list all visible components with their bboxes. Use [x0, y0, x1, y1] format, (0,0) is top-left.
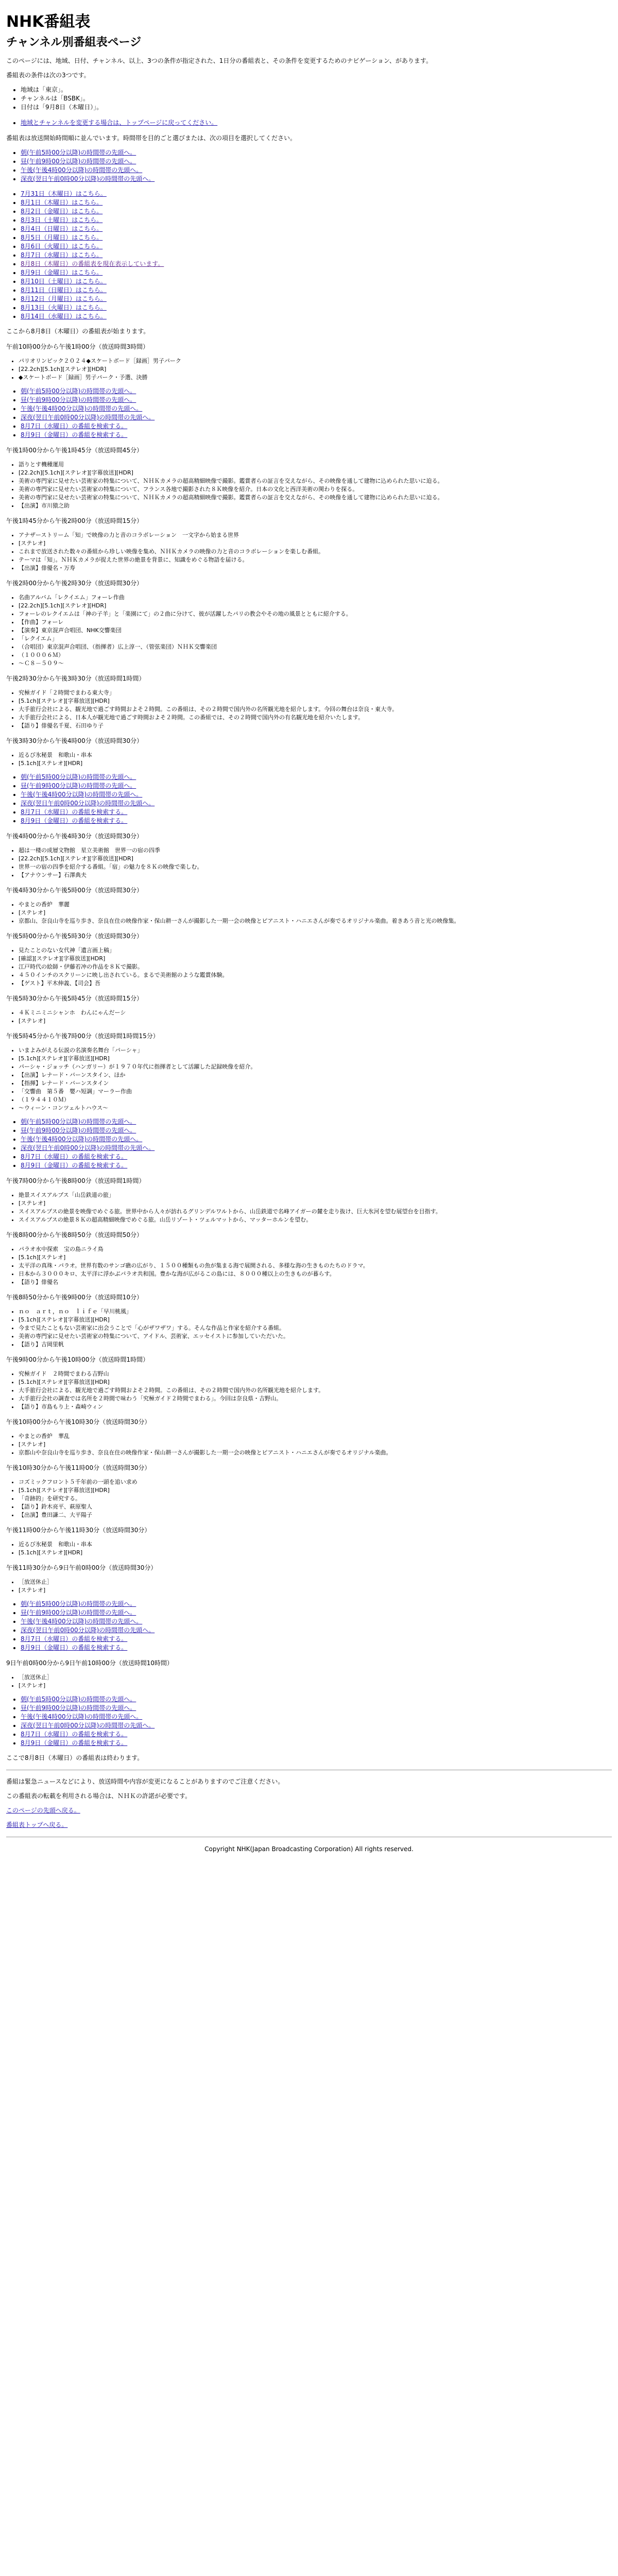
program-line: • 【指揮】レナード・バーンスタイン — [19, 1079, 612, 1088]
time-nav-link[interactable]: 昼(午前9時00分以降)の時間帯の先頭へ。 — [21, 1704, 136, 1711]
program-line: • ４５０インチのスクリーンに映し出されている。まるで美術館のような鑑賞体験。 — [19, 971, 612, 979]
footer-note-1: 番組は緊急ニュースなどにより、放送時間や内容が変更になることがありますのでご注意ください。 — [6, 1778, 284, 1785]
program-line: • ～Ｃ８－５０９～ — [19, 659, 612, 668]
program-line: • [5.1ch][ステレオ][字幕放送][HDR] — [19, 1055, 612, 1063]
date-nav-link[interactable]: 8月10日（土曜日）はこちら。 — [21, 278, 107, 285]
program-time: 午後11時00分から午後11時30分（放送時間30分） — [6, 1527, 151, 1534]
program-line: • 見たことのない女代神「遺言画上稿」 — [19, 946, 612, 955]
date-nav-link[interactable]: 8月9日（金曜日）はこちら。 — [21, 269, 103, 276]
program-line: • 美術の専門家に見せたい芸術家の特集について、アイドル、芸術家、エッセイストに参加していただいた。 — [19, 1332, 612, 1341]
program-line: • [ステレオ] — [19, 1440, 612, 1449]
program-item — [6, 1564, 612, 1652]
program-details — [6, 689, 612, 730]
program-line: • [5.1ch][ステレオ][HDR] — [19, 1549, 612, 1557]
program-line: • いまよみがえる伝説の名演奏名舞台「パーシャ」 — [19, 1046, 612, 1055]
program-line: • [ステレオ] — [19, 909, 612, 917]
condition-date: • 日付は「9月8日（木曜日）」。 — [21, 103, 612, 112]
program-line: • 【演奏】東京混声合唱団、NHK交響楽団 — [19, 626, 612, 635]
program-line: • 語りとす機種運用 — [19, 461, 612, 469]
program-line: • テーマは「知」。ＮＨＫカメラが捉えた世界の絶景を背景に、知識をめぐる物語を届ける。 — [19, 556, 612, 564]
program-item — [6, 343, 612, 439]
footer-note-2: この番組表の転載を利用される場合は、ＮＨＫの許諾が必要です。 — [6, 1792, 192, 1800]
date-nav-link[interactable]: 8月12日（月曜日）はこちら。 — [21, 295, 107, 302]
time-nav-link[interactable]: 朝(午前5時00分以降)の時間帯の先頭へ。 — [21, 1600, 136, 1607]
program-line: • ～ウィーン・コンツェルトハウス～ — [19, 1104, 612, 1112]
program-line: • 超は一楼の成層文物館 星立美術館 世界一の宿の四季 — [19, 846, 612, 855]
program-details — [6, 901, 612, 925]
program-line: • [5.1ch][ステレオ][字幕放送][HDR] — [19, 1378, 612, 1386]
time-nav-link[interactable]: 午後(午後4時00分以降)の時間帯の先頭へ。 — [21, 1618, 143, 1625]
program-line: • アナザーストリーム「知」で映像の力と音のコラボレーション 一文字から始まる世界 — [19, 531, 612, 539]
program-line: • 美術の専門家に見せたい芸術家の特集について、ＮＨＫカメラの超高精細映像で撮影。鑑賞者らの証言を交えながら、その映像を通して建物に込められた思いに迫る。 — [19, 494, 612, 502]
list-start: ここから8月8日（木曜日）の番組表が始まります。 — [6, 328, 150, 335]
time-nav-link[interactable]: 午後(午後4時00分以降)の時間帯の先頭へ。 — [21, 1713, 143, 1720]
program-line: • [22.2ch][5.1ch][ステレオ][字幕放送][HDR] — [19, 855, 612, 863]
program-line: • 「交響曲 第５番 嬰ハ短調」マーラー作曲 — [19, 1088, 612, 1096]
time-nav-link[interactable]: 深夜(翌日午前0時00分以降)の時間帯の先頭へ。 — [21, 1722, 155, 1729]
program-line: • 【語り】俳優名千夏、石田ゆり子 — [19, 722, 612, 730]
program-time: 午後10時00分から午後10時30分（放送時間30分） — [6, 1418, 151, 1426]
program-line: • [5.1ch][ステレオ][HDR] — [19, 759, 612, 768]
time-nav-morning[interactable]: 朝(午前5時00分以降)の時間帯の先頭へ。 — [21, 149, 136, 156]
program-line: • フォーレのレクイエムは「神の子羊」と「楽園にて」の２曲に分けて、彼が活躍したパリの教会やその地の風景とともに紹介する。 — [19, 610, 612, 618]
program-details — [6, 1046, 612, 1112]
day-nav-link[interactable]: 8月9日（金曜日）の番組を検索する。 — [21, 817, 128, 824]
back-to-index-link[interactable]: 番組表トップへ戻る。 — [6, 1821, 68, 1828]
program-line: • ［放送休止］ — [19, 1578, 612, 1586]
time-nav-link[interactable]: 朝(午前5時00分以降)の時間帯の先頭へ。 — [21, 773, 136, 781]
list-end: ここで8月8日（木曜日）の番組表は終わります。 — [6, 1754, 144, 1761]
program-time: 9日午前0時00分から9日午前10時00分（放送時間10時間） — [6, 1659, 173, 1667]
program-line: • 今まで見たこともない芸術家に出会うことで「心がザワザワ」する。そんな作品と作家を紹介する番組。 — [19, 1324, 612, 1332]
program-line: • [5.1ch][ステレオ] — [19, 1253, 612, 1262]
program-line: • [5.1ch][ステレオ][字幕放送][HDR] — [19, 697, 612, 705]
program-time: 午後8時50分から午後9時00分（放送時間10分） — [6, 1294, 143, 1301]
day-nav-link[interactable]: 8月9日（金曜日）の番組を検索する。 — [21, 1162, 128, 1169]
date-nav — [6, 190, 612, 321]
day-nav-link[interactable]: 8月7日（水曜日）の番組を検索する。 — [21, 422, 128, 430]
program-time: 午後5時45分から午後7時00分（放送時間1時間15分） — [6, 1032, 159, 1040]
time-nav-link[interactable]: 深夜(翌日午前0時00分以降)の時間帯の先頭へ。 — [21, 800, 155, 807]
time-nav-afternoon[interactable]: 午後(午後4時00分以降)の時間帯の先頭へ。 — [21, 166, 143, 174]
copyright: Copyright NHK(Japan Broadcasting Corporation) All rights reserved. — [204, 1845, 414, 1853]
day-nav-link[interactable]: 8月9日（金曜日）の番組を検索する。 — [21, 431, 128, 438]
program-line: • 究極ガイド ２時間でまわる吉野山 — [19, 1370, 612, 1378]
program-line: • 太平洋の真珠・パラオ。世界有数のサンゴ礁の広がり、１５００種類もの魚が集まる海で展開される、多様な海の生きものたちのドラマ。 — [19, 1262, 612, 1270]
day-nav-link[interactable]: 8月7日（水曜日）の番組を検索する。 — [21, 1153, 128, 1160]
program-details — [6, 1540, 612, 1557]
time-nav-link[interactable]: 昼(午前9時00分以降)の時間帯の先頭へ。 — [21, 396, 136, 403]
program-line: • 【語り】鈴木亮平、萩原聖人 — [19, 1503, 612, 1511]
program-details — [6, 1308, 612, 1349]
program-item — [6, 832, 612, 879]
condition-channel: • チャンネルは「BSBK」。 — [21, 94, 612, 103]
time-nav-link[interactable]: 午後(午後4時00分以降)の時間帯の先頭へ。 — [21, 1136, 143, 1143]
program-time: 午後5時30分から午後5時45分（放送時間15分） — [6, 995, 143, 1002]
program-time: 午後8時00分から午後8時50分（放送時間50分） — [6, 1231, 143, 1239]
program-line: • 大手旅行会社による、日本人が観光地で過ごす時間およそ２時間。この番組では、その２時間で国内外の有名観光地を紹介いたします。 — [19, 714, 612, 722]
section-nav — [6, 1600, 612, 1652]
program-time: 午後2時00分から午後2時30分（放送時間30分） — [6, 580, 143, 587]
conditions-heading: 番組表の条件は次の3つです。 — [6, 72, 90, 79]
program-item — [6, 932, 612, 988]
program-item — [6, 1293, 612, 1349]
day-nav-link[interactable]: 8月9日（金曜日）の番組を検索する。 — [21, 1739, 128, 1747]
program-line: • パーシャ・ジョッチ（ハンガリー）が１９７０年代に指揮者として活躍した記録映像を紹介。 — [19, 1063, 612, 1071]
date-nav-link[interactable]: 8月7日（水曜日）はこちら。 — [21, 251, 103, 259]
program-line: • 【語り】吉岡里帆 — [19, 1341, 612, 1349]
date-nav-link[interactable]: 8月5日（月曜日）はこちら。 — [21, 234, 103, 241]
time-nav-link[interactable]: 深夜(翌日午前0時00分以降)の時間帯の先頭へ。 — [21, 1626, 155, 1634]
program-line: • 【語り】俳優名 — [19, 1278, 612, 1286]
condition-region: • 地域は「東京」。 — [21, 86, 612, 94]
program-line: • 京都山や奈良山寺を巡り歩き、奈良在住の映像作家・保山耕一さんが撮影した一期一会の映像とピアニスト・ハニエさんが奏でるオリジナル楽曲。 — [19, 1449, 612, 1457]
program-item — [6, 737, 612, 825]
program-item — [6, 1177, 612, 1224]
program-details — [6, 1478, 612, 1519]
date-nav-link[interactable]: 8月13日（火曜日）はこちら。 — [21, 304, 107, 311]
program-line: • 「レクイエム」 — [19, 635, 612, 643]
back-to-top-link[interactable]: このページの先頭へ戻る。 — [6, 1807, 80, 1814]
time-nav-link[interactable]: 昼(午前9時00分以降)の時間帯の先頭へ。 — [21, 782, 136, 789]
program-line: • [ステレオ] — [19, 1017, 612, 1025]
program-line: • 「奇跡的」を研究する。 — [19, 1495, 612, 1503]
program-time: 午後1時45分から午後2時00分（放送時間15分） — [6, 517, 143, 524]
program-line: • 近るび氷秘景 和歌山・串本 — [19, 751, 612, 759]
program-line: • （１０００６Ｍ） — [19, 651, 612, 659]
program-details — [6, 1009, 612, 1025]
program-line: • 【出演】俳優名・万寿 — [19, 564, 612, 572]
program-line: • これまで放送された数々の番組から珍しい映像を集め、ＮＨＫカメラの映像の力と音のコラボレーションを楽しむ番組。 — [19, 548, 612, 556]
program-line: • パリオリンピック２０２４◆スケートボード［録画］男子パーク — [19, 357, 612, 365]
program-item — [6, 994, 612, 1025]
day-nav-link[interactable]: 8月7日（水曜日）の番組を検索する。 — [21, 1731, 128, 1738]
time-nav-daytime[interactable]: 昼(午前9時00分以降)の時間帯の先頭へ。 — [21, 158, 136, 165]
program-line: • [ステレオ] — [19, 1682, 612, 1690]
program-item — [6, 1355, 612, 1411]
time-nav-link[interactable]: 朝(午前5時00分以降)の時間帯の先頭へ。 — [21, 1696, 136, 1703]
program-line: • [22.2ch][5.1ch][ステレオ][字幕放送][HDR] — [19, 469, 612, 477]
program-line: • [22.2ch][5.1ch][ステレオ][HDR] — [19, 602, 612, 610]
program-details — [6, 1578, 612, 1595]
nav-heading: 番組表は放送開始時間順に並んでいます。時間帯を目的ごと選びまたは、次の項目を選択してください。 — [6, 134, 297, 142]
program-time: 午後4時00分から午後4時30分（放送時間30分） — [6, 833, 143, 840]
program-line: • スイスアルプスの絶景８Ｋの超高精細映像でめぐる旅。山岳リゾート・ツェルマットから、マッターホルンを望む。 — [19, 1216, 612, 1224]
date-nav-link[interactable]: 8月14日（水曜日）はこちら。 — [21, 313, 107, 320]
program-time: 午後9時00分から午後10時00分（放送時間1時間） — [6, 1356, 149, 1363]
program-line: • 【作曲】フォーレ — [19, 618, 612, 626]
program-details — [6, 1432, 612, 1457]
date-nav-link[interactable]: 8月6日（火曜日）はこちら。 — [21, 243, 103, 250]
program-details — [6, 1245, 612, 1286]
time-nav-latenight[interactable]: 深夜(翌日午前0時00分以降)の時間帯の先頭へ。 — [21, 175, 155, 182]
program-line: • 美術の専門家に見せたい芸術家の特集について、フランス各地で撮影された８Ｋ映像を紹介。日本の文化と西洋美術の関わりを探る。 — [19, 485, 612, 494]
date-nav-link[interactable]: 8月8日（木曜日）の番組表を現在表示しています。 — [21, 260, 164, 267]
program-line: • 【ゲスト】平木伸義、【司会】吾 — [19, 979, 612, 988]
time-nav-link[interactable]: 昼(午前9時00分以降)の時間帯の先頭へ。 — [21, 1609, 136, 1616]
program-details — [6, 751, 612, 768]
date-nav-link[interactable]: 8月1日（木曜日）はこちら。 — [21, 199, 103, 206]
program-details — [6, 946, 612, 988]
section-nav — [6, 387, 612, 439]
conditions-list — [6, 86, 612, 112]
program-line: • 世界一の宿の四季を紹介する番組。「宿」の魅力を８Ｋの映像で楽しむ。 — [19, 863, 612, 871]
program-line: • 大手旅行会社による、観光地で過ごす時間およそ２時間。この番組は、その２時間で国内外の名所観光地を紹介します。 — [19, 1386, 612, 1395]
program-line: • コズミックフロント５千年前の一頭を追い求め — [19, 1478, 612, 1486]
program-line: • 京都山、奈良山寺を巡り歩き、奈良在住の映像作家・保山耕一さんが撮影した一期一会の映像とピアニスト・ハニエさんが奏でるオリジナル楽曲。着きあう音と光の映像集。 — [19, 917, 612, 925]
date-nav-link[interactable]: 8月11日（日曜日）はこちら。 — [21, 286, 107, 294]
program-time: 午前10時00分から午後1時00分（放送時間3時間） — [6, 343, 149, 350]
program-line: • [確認][ステレオ][字幕放送][HDR] — [19, 955, 612, 963]
change-region-link[interactable]: 地域とチャンネルを変更する場合は、トップページに戻ってください。 — [21, 119, 218, 126]
program-line: • 日本から３０００キロ、太平洋に浮かぶパラオ共和国。豊かな海が広がるこの島には、８０００種以上の生きものが暮らす。 — [19, 1270, 612, 1278]
section-nav — [6, 1117, 612, 1170]
program-item — [6, 674, 612, 730]
program-time: 午後7時00分から午後8時00分（放送時間1時間） — [6, 1177, 145, 1184]
program-details — [6, 531, 612, 572]
program-line: • やまとの香炉 華麗 — [19, 901, 612, 909]
program-line: • やまとの香炉 華乱 — [19, 1432, 612, 1440]
program-line: • [ステレオ] — [19, 539, 612, 548]
time-nav-link[interactable]: 午後(午後4時00分以降)の時間帯の先頭へ。 — [21, 405, 143, 412]
date-nav-link[interactable]: 8月4日（日曜日）はこちら。 — [21, 225, 103, 232]
program-list — [6, 343, 612, 1748]
program-line: • 【語り】市島もり上・森崎ウィン — [19, 1403, 612, 1411]
intro-text: このページには、地域、日付、チャンネル、以上、3つの条件が指定された、1日分の番組表と、その条件を変更するためのナビゲーション、があります。 — [6, 57, 432, 64]
program-item — [6, 446, 612, 510]
program-line: • パラオ水中探索 宝の島ニライ鳥 — [19, 1245, 612, 1253]
program-details — [6, 594, 612, 668]
program-line: • 【アナウンサー】石澤典夫 — [19, 871, 612, 879]
date-nav-link[interactable]: 8月3日（土曜日）はこちら。 — [21, 216, 103, 224]
program-line: • 美術の専門家に見せたい芸術家の特集について、ＮＨＫカメラの超高精細映像で撮影。鑑賞者らの証言を交えながら、その映像を通して建物に込められた思いに迫る。 — [19, 477, 612, 485]
program-line: • 絶景スイスアルプス「山岳鉄道の旅」 — [19, 1191, 612, 1199]
program-details — [6, 357, 612, 382]
site-title: NHK番組表 — [6, 13, 91, 31]
program-details — [6, 1191, 612, 1224]
program-item — [6, 1464, 612, 1519]
time-nav-link[interactable]: 朝(午前5時00分以降)の時間帯の先頭へ。 — [21, 387, 136, 395]
program-line: • [ステレオ] — [19, 1199, 612, 1208]
program-details — [6, 1370, 612, 1411]
program-details — [6, 461, 612, 510]
change-region-list — [6, 118, 612, 127]
program-line: • 近るび氷秘景 和歌山・串本 — [19, 1540, 612, 1549]
time-nav-link[interactable]: 深夜(翌日午前0時00分以降)の時間帯の先頭へ。 — [21, 1144, 155, 1151]
program-time: 午後4時30分から午後5時00分（放送時間30分） — [6, 887, 143, 894]
program-time: 午後1時00分から午後1時45分（放送時間45分） — [6, 447, 143, 454]
program-time: 午後2時30分から午後3時30分（放送時間1時間） — [6, 675, 145, 682]
program-line: • [5.1ch][ステレオ][字幕放送][HDR] — [19, 1486, 612, 1495]
program-item — [6, 579, 612, 668]
program-line: • 究極ガイド「２時間でまわる東大寺」 — [19, 689, 612, 697]
program-line: • 江戸時代の絵師・伊藤若冲の作品を８Ｋで撮影。 — [19, 963, 612, 971]
program-item — [6, 886, 612, 925]
program-line: • [ステレオ] — [19, 1586, 612, 1595]
program-line: • 【出演】レナード・バーンスタイン、ほか — [19, 1071, 612, 1079]
time-nav-link[interactable]: 午後(午後4時00分以降)の時間帯の先頭へ。 — [21, 791, 143, 798]
program-line: • 大手旅行会社の調査では名所を２時間で味わう「究極ガイド２時間でまわる」。今回は奈良県・吉野山。 — [19, 1395, 612, 1403]
program-time: 午後3時30分から午後4時00分（放送時間30分） — [6, 737, 143, 744]
time-nav-link[interactable]: 深夜(翌日午前0時00分以降)の時間帯の先頭へ。 — [21, 414, 155, 421]
program-item — [6, 1526, 612, 1557]
program-time: 午後5時00分から午後5時30分（放送時間30分） — [6, 933, 143, 940]
program-line: • ［放送休止］ — [19, 1673, 612, 1682]
program-time: 午後10時30分から午後11時00分（放送時間30分） — [6, 1464, 151, 1471]
time-nav — [6, 148, 612, 183]
program-line: • スイスアルプスの絶景を映像でめぐる旅。世界中から人々が訪れるグリンデルワルトから、山岳鉄道で名峰アイガーの麓を走り抜け、巨大氷河を望む展望台を目指す。 — [19, 1208, 612, 1216]
program-details — [6, 1673, 612, 1690]
day-nav-link[interactable]: 8月7日（水曜日）の番組を検索する。 — [21, 808, 128, 816]
page-title: チャンネル別番組表ページ — [6, 36, 142, 49]
program-line: • （合唱団）東京混声合唱団、（指揮者）広上淳一、（管弦楽団）ＮＨＫ交響楽団 — [19, 643, 612, 651]
program-line: • [22.2ch][5.1ch][ステレオ][HDR] — [19, 365, 612, 374]
section-nav — [6, 773, 612, 825]
program-line: • ｎｏ ａｒｔ，ｎｏ ｌｉｆｅ「早川桃風」 — [19, 1308, 612, 1316]
day-nav-link[interactable]: 8月7日（水曜日）の番組を検索する。 — [21, 1635, 128, 1642]
program-time: 午後11時30分から9日午前0時00分（放送時間30分） — [6, 1564, 157, 1571]
time-nav-link[interactable]: 朝(午前5時00分以降)の時間帯の先頭へ。 — [21, 1118, 136, 1125]
page — [0, 13, 618, 1853]
program-line: • 名曲アルバム「レクイエム」フォーレ作曲 — [19, 594, 612, 602]
program-line: • 大手旅行会社による、観光地で過ごす時間およそ２時間。この番組は、その２時間で国内外の名所観光地を紹介します。今回の舞台は奈良・東大寺。 — [19, 705, 612, 714]
time-nav-link[interactable]: 昼(午前9時00分以降)の時間帯の先頭へ。 — [21, 1127, 136, 1134]
program-line: • （１９４４１０Ｍ） — [19, 1096, 612, 1104]
day-nav-link[interactable]: 8月9日（金曜日）の番組を検索する。 — [21, 1644, 128, 1651]
program-item — [6, 1231, 612, 1286]
program-line: • ◆スケートボード［録画］男子パーク・予選、決勝 — [19, 374, 612, 382]
date-nav-link[interactable]: 8月2日（金曜日）はこちら。 — [21, 208, 103, 215]
date-nav-link[interactable]: 7月31日（木曜日）はこちら。 — [21, 190, 107, 197]
program-item — [6, 1032, 612, 1170]
program-item — [6, 1418, 612, 1457]
program-details — [6, 846, 612, 879]
program-item — [6, 517, 612, 572]
program-line: • 【出演】豊田謙二、大平陽子 — [19, 1511, 612, 1519]
program-line: • [5.1ch][ステレオ][字幕放送][HDR] — [19, 1316, 612, 1324]
section-nav — [6, 1695, 612, 1748]
program-line: • 【出演】市川猿之助 — [19, 502, 612, 510]
program-item — [6, 1659, 612, 1748]
program-line: • ４Ｋミニミニシャンホ わんにゃんだーシ — [19, 1009, 612, 1017]
